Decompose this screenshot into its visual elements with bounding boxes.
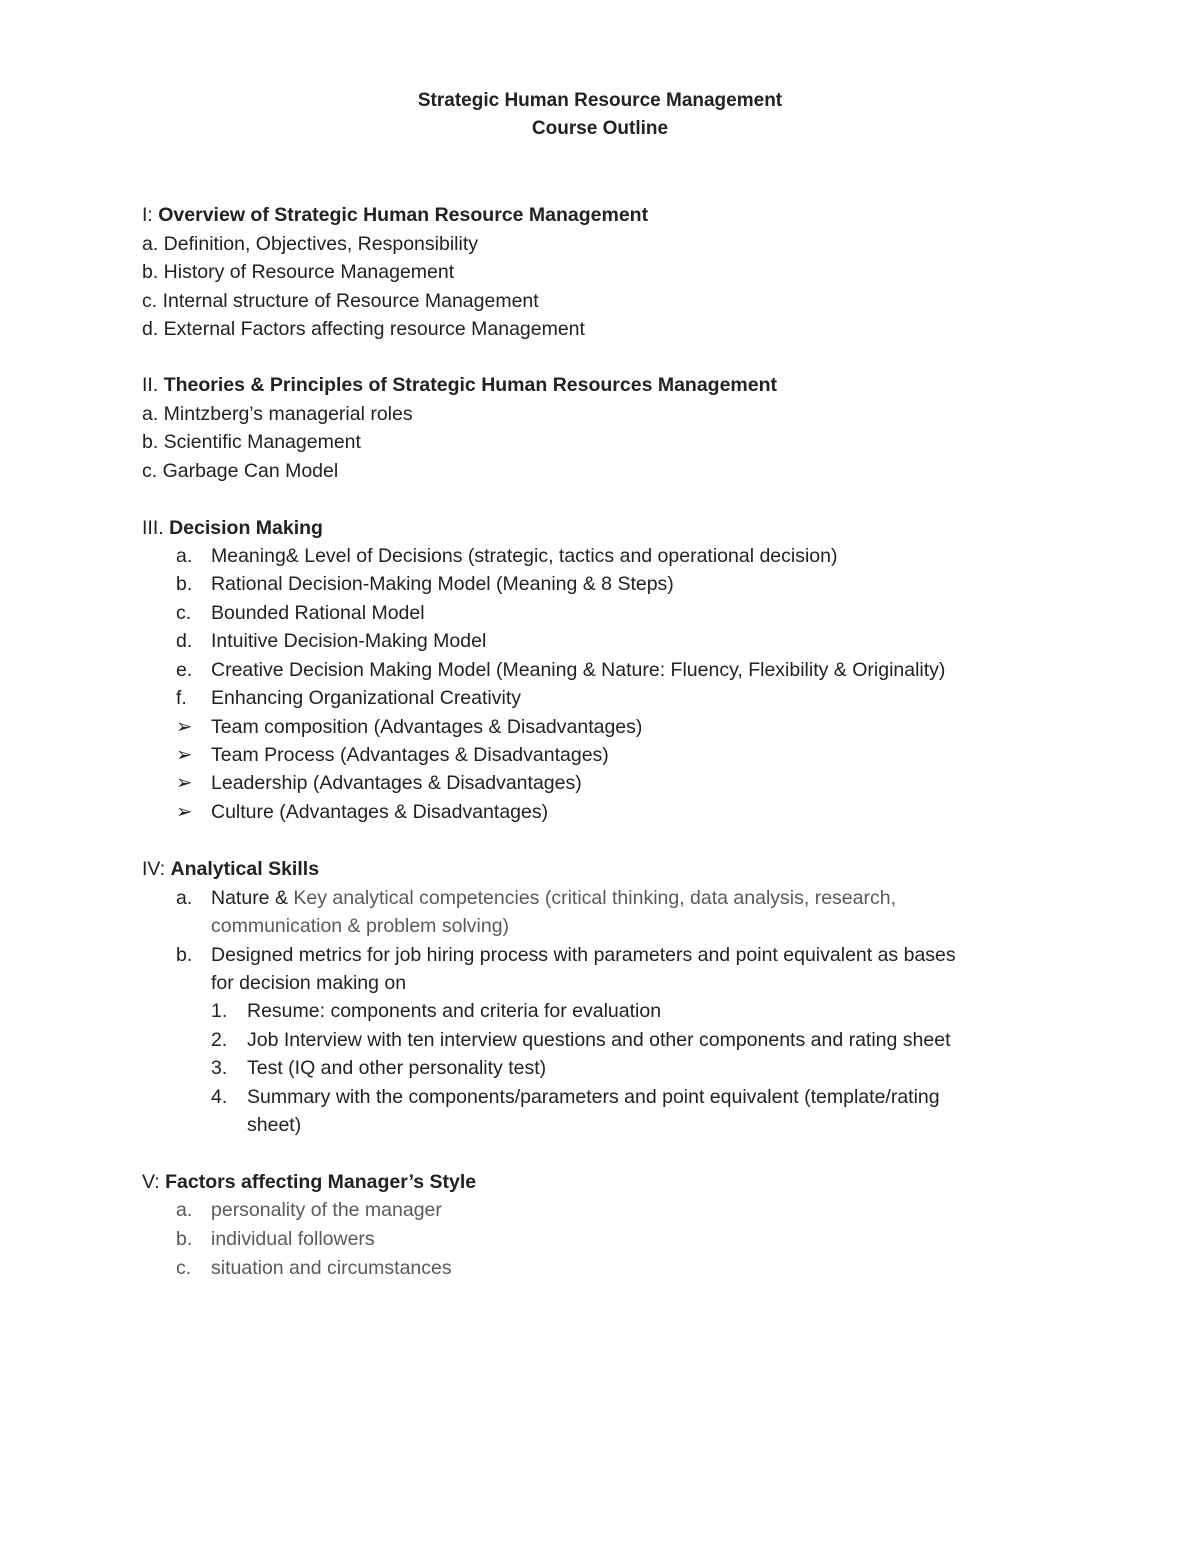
list-marker: a. — [176, 887, 193, 909]
list-marker: e. — [176, 659, 193, 681]
section-1-item: c. Internal structure of Resource Management — [142, 290, 539, 312]
section-5-heading: V: Factors affecting Manager’s Style — [142, 1171, 477, 1193]
section-3-item: Creative Decision Making Model (Meaning & Nature: Fluency, Flexibility & Originality) — [211, 659, 946, 681]
section-4-item-a: Nature & Key analytical competencies (critical thinking, data analysis, research, — [211, 887, 896, 909]
section-5-item: individual followers — [211, 1228, 375, 1250]
section-3-item: Enhancing Organizational Creativity — [211, 687, 522, 709]
section-4-heading: IV: Analytical Skills — [142, 858, 320, 880]
section-3-item: Intuitive Decision-Making Model — [211, 630, 487, 652]
section-2-heading: II. Theories & Principles of Strategic Human Resources Management — [142, 374, 778, 396]
section-1-heading: I: Overview of Strategic Human Resource Management — [142, 204, 649, 226]
list-marker: 3. — [211, 1057, 228, 1079]
list-marker: c. — [176, 602, 192, 624]
list-marker: a. — [176, 545, 193, 567]
section-4-item-b-cont: for decision making on — [211, 972, 407, 994]
section-4-subitem: Summary with the components/parameters and point equivalent (template/rating — [247, 1086, 940, 1108]
section-3-item: Bounded Rational Model — [211, 602, 425, 624]
section-3-heading: III. Decision Making — [142, 517, 323, 539]
document-title: Strategic Human Resource Management — [417, 90, 783, 111]
section-3-item: Leadership (Advantages & Disadvantages) — [211, 772, 582, 794]
section-4-subitem: Test (IQ and other personality test) — [247, 1057, 547, 1079]
section-4-subitem: Job Interview with ten interview questions and other components and rating sheet — [247, 1029, 951, 1051]
section-3-item: Team Process (Advantages & Disadvantages) — [211, 744, 609, 766]
arrow-bullet-icon: ➢ — [176, 744, 193, 766]
section-4-subitem-cont: sheet) — [247, 1114, 302, 1136]
section-2-item: a. Mintzberg’s managerial roles — [142, 403, 413, 425]
section-3-item: Culture (Advantages & Disadvantages) — [211, 801, 549, 823]
list-marker: f. — [176, 687, 187, 709]
section-4-item-a-cont: communication & problem solving) — [211, 915, 510, 937]
section-1-item: b. History of Resource Management — [142, 261, 455, 283]
section-3-item: Rational Decision-Making Model (Meaning & 8 Steps) — [211, 573, 674, 595]
section-1-item: d. External Factors affecting resource Management — [142, 318, 585, 340]
section-2-item: c. Garbage Can Model — [142, 460, 339, 482]
list-marker: a. — [176, 1199, 193, 1221]
list-marker: b. — [176, 573, 193, 595]
section-2-item: b. Scientific Management — [142, 431, 361, 453]
section-4-subitem: Resume: components and criteria for evaluation — [247, 1000, 662, 1022]
list-marker: d. — [176, 630, 193, 652]
section-3-item: Meaning& Level of Decisions (strategic, tactics and operational decision) — [211, 545, 838, 567]
arrow-bullet-icon: ➢ — [176, 772, 193, 794]
list-marker: c. — [176, 1257, 192, 1279]
section-4-item-b: Designed metrics for job hiring process with parameters and point equivalent as bases — [211, 944, 956, 966]
section-5-item: situation and circumstances — [211, 1257, 452, 1279]
list-marker: 1. — [211, 1000, 228, 1022]
section-1-item: a. Definition, Objectives, Responsibility — [142, 233, 478, 255]
section-5-item: personality of the manager — [211, 1199, 442, 1221]
arrow-bullet-icon: ➢ — [176, 716, 193, 738]
list-marker: b. — [176, 944, 193, 966]
document-subtitle: Course Outline — [531, 118, 669, 139]
list-marker: b. — [176, 1228, 193, 1250]
list-marker: 2. — [211, 1029, 228, 1051]
section-3-item: Team composition (Advantages & Disadvantages) — [211, 716, 643, 738]
list-marker: 4. — [211, 1086, 228, 1108]
arrow-bullet-icon: ➢ — [176, 801, 193, 823]
